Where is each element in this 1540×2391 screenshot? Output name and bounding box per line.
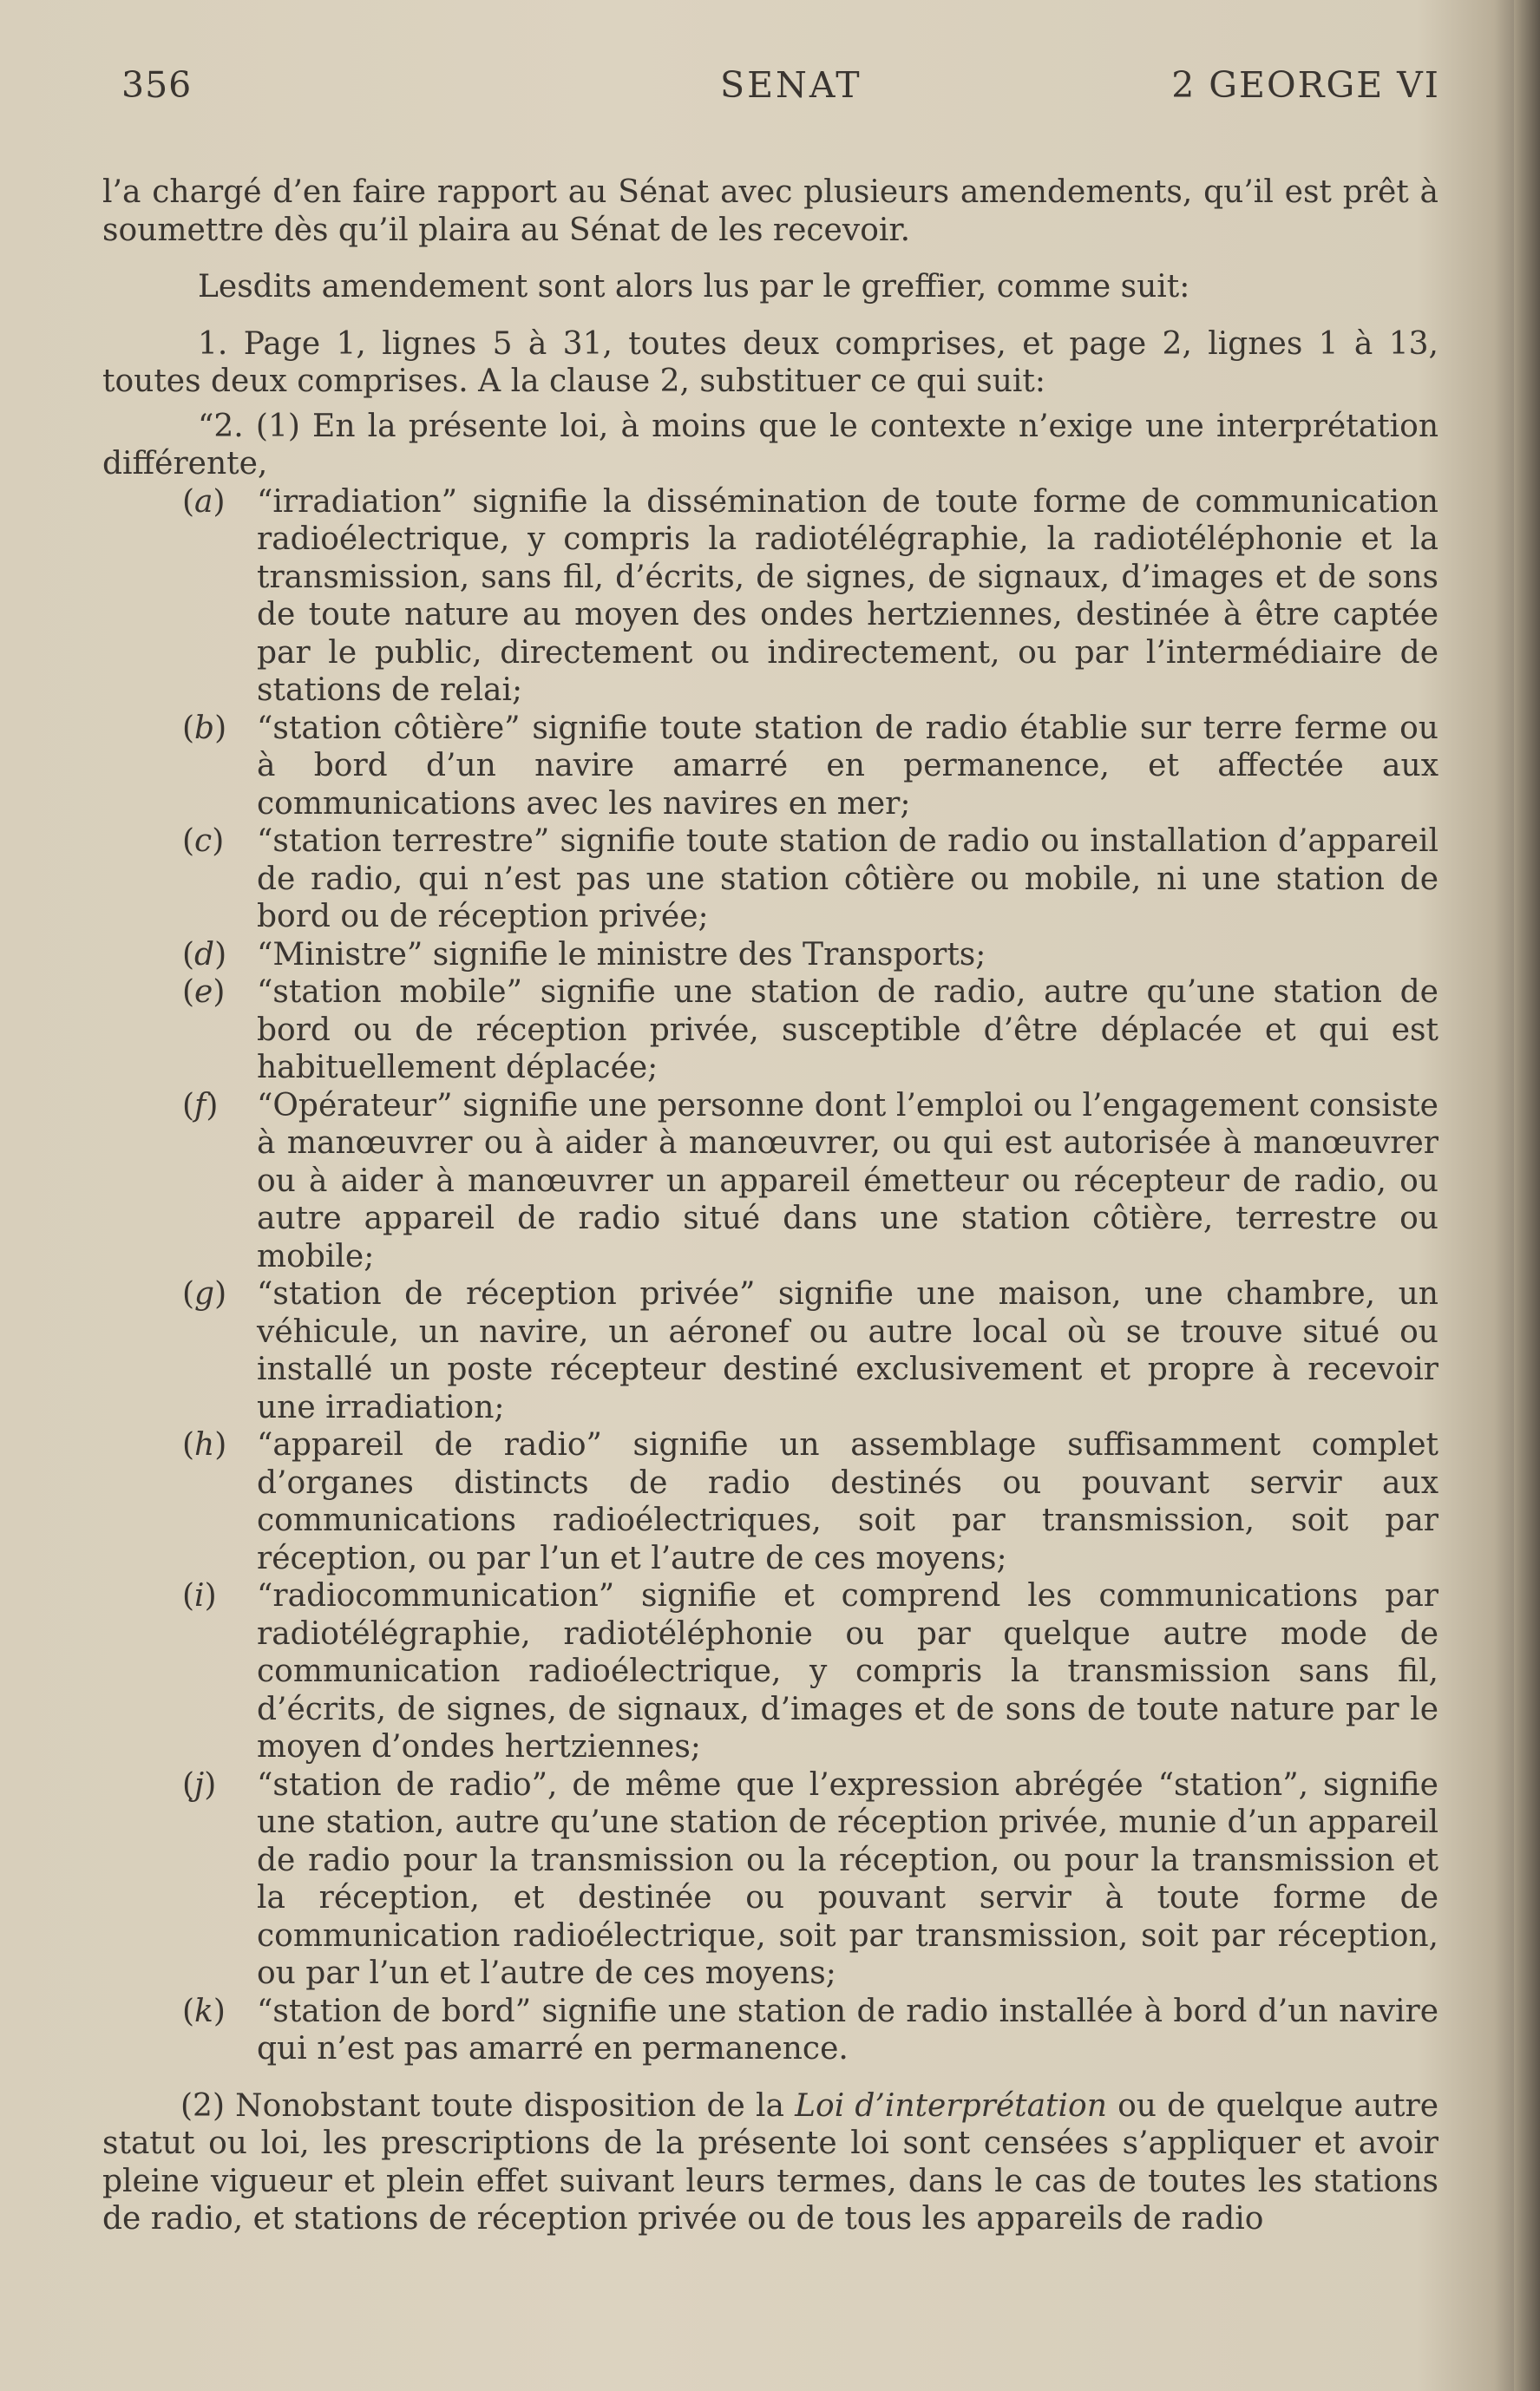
definition-item [102, 483, 1438, 710]
paragraph-amendment-1: 1. Page 1, lignes 5 à 31, toutes deux comprises, et page 2, lignes 1 à 13, toutes deux comprises. A la clause 2, substituer ce qui suit: [102, 325, 1438, 399]
definition-text: “station de radio”, de même que l’expression abrégée “station”, signifie une station, autre qu’une station de réception privée, munie d’un appareil de radio pour la transmission ou la réception, ou pour la transmission et la réception, et destinée ou pouvant servir à toute forme de communication radioélectrique, soit par transmission, soit par réception, ou par l’un et l’autre de ces moyens; [257, 1766, 1438, 1991]
paragraph-subsection-2 [102, 2087, 1438, 2238]
definition-item [102, 710, 1438, 823]
definition-letter: a [194, 483, 213, 520]
subsection-2-text-before: (2) Nonobstant toute disposition de la [180, 2087, 796, 2124]
definition-letter: i [194, 1578, 205, 1614]
definition-text: “Opérateur” signifie une personne dont l’emploi ou l’engagement consiste à manœuvrer ou à aider à manœuvrer, ou qui est autorisée à manœuvrer ou à aider à manœuvrer un appareil émetteur ou récepteur de radio, ou autre appareil de radio situé dans une station côtière, terrestre ou mobile; [257, 1087, 1438, 1274]
definition-label: (f) [182, 1087, 219, 1123]
definition-letter: h [194, 1427, 215, 1463]
definition-letter: j [194, 1766, 205, 1803]
definition-item [102, 1766, 1438, 1993]
subsection-2-text-after: ou de quelque autre statut ou loi, les prescriptions de la présente loi sont censées s’appliquer et avoir pleine vigueur et plein effet suivant leurs termes, dans le cas de toutes les stations de radio, et stations de réception privée ou de tous les appareils de radio [102, 2087, 1438, 2237]
page-body [102, 174, 1438, 2238]
definition-label: (c) [182, 823, 225, 859]
definition-letter: e [194, 974, 213, 1010]
definition-text: “station côtière” signifie toute station de radio établie sur terre ferme ou à bord d’un navire amarré en permanence, et affectée aux communications avec les navires en mer; [257, 710, 1438, 822]
definition-text: “station terrestre” signifie toute station de radio ou installation d’appareil de radio, qui n’est pas une station côtière ou mobile, ni une station de bord ou de réception privée; [257, 823, 1438, 934]
definition-letter: c [194, 823, 213, 859]
definition-text: “appareil de radio” signifie un assemblage suffisamment complet d’organes distincts de radio destinés ou pouvant servir aux communications radioélectriques, soit par transmission, soit par réception, ou par l’un et l’autre de ces moyens; [257, 1427, 1438, 1576]
definition-item [102, 822, 1438, 936]
running-header [121, 64, 1440, 116]
book-spine-shadow [1514, 0, 1540, 2391]
definition-item [102, 1577, 1438, 1766]
definition-text: “station de bord” signifie une station de radio installée à bord d’un navire qui n’est pas amarré en permanence. [257, 1993, 1438, 2067]
subsection-2-act-title: Loi d’interprétation [795, 2087, 1107, 2124]
definition-letter: f [194, 1087, 206, 1123]
definition-text: “radiocommunication” signifie et comprend les communications par radiotélégraphie, radiotéléphonie ou par quelque autre mode de communication radioélectrique, y compris la transmission sans fil, d’écrits, de signes, de signaux, d’images et de sons de toute nature par le moyen d’ondes hertziennes; [257, 1578, 1438, 1765]
definition-item [102, 1426, 1438, 1577]
definition-item [102, 1275, 1438, 1426]
definition-letter: k [194, 1993, 213, 2029]
page-number: 356 [121, 64, 193, 106]
definition-letter: g [194, 1276, 215, 1312]
header-regnal-year: 2 GEORGE VI [1171, 64, 1440, 106]
definition-item [102, 936, 1438, 974]
definition-text: “irradiation” signifie la dissémination de toute forme de communication radioélectrique, y compris la radiotélégraphie, la radiotéléphonie et la transmission, sans fil, d’écrits, de signes, de signaux, d’images et de sons de toute nature au moyen des ondes hertziennes, destinée à être captée par le public, directement ou indirectement, ou par l’intermédiaire de stations de relai; [257, 483, 1438, 708]
paragraph-clause-2: “2. (1) En la présente loi, à moins que le contexte n’exige une interprétation différente, [102, 408, 1438, 481]
definition-label: (k) [182, 1993, 226, 2029]
paragraph-amendments-read: Lesdits amendement sont alors lus par le greffier, comme suit: [198, 269, 1190, 305]
definition-text: “Ministre” signifie le ministre des Transports; [257, 936, 986, 973]
definition-label: (d) [182, 936, 227, 973]
definition-label: (h) [182, 1427, 227, 1463]
header-title: SENAT [720, 64, 862, 106]
paragraph-report: l’a chargé d’en faire rapport au Sénat avec plusieurs amendements, qu’il est prêt à soumettre dès qu’il plaira au Sénat de les recevoir. [102, 174, 1438, 248]
definition-letter: b [194, 710, 215, 746]
definition-item [102, 1993, 1438, 2068]
definition-item [102, 1087, 1438, 1276]
definition-item [102, 973, 1438, 1087]
definition-label: (b) [182, 710, 227, 746]
definition-label: (i) [182, 1578, 217, 1614]
definition-letter: d [194, 936, 215, 973]
definitions-list [102, 483, 1438, 2068]
definition-text: “station mobile” signifie une station de radio, autre qu’une station de bord ou de réception privée, susceptible d’être déplacée et qui est habituellement déplacée; [257, 974, 1438, 1085]
definition-label: (e) [182, 974, 226, 1010]
definition-label: (j) [182, 1766, 217, 1803]
definition-text: “station de réception privée” signifie une maison, une chambre, un véhicule, un navire, un aéronef ou autre local où se trouve situé ou installé un poste récepteur destiné exclusivement et propre à recevoir une irradiation; [257, 1276, 1438, 1425]
definition-label: (a) [182, 483, 226, 520]
definition-label: (g) [182, 1276, 227, 1312]
